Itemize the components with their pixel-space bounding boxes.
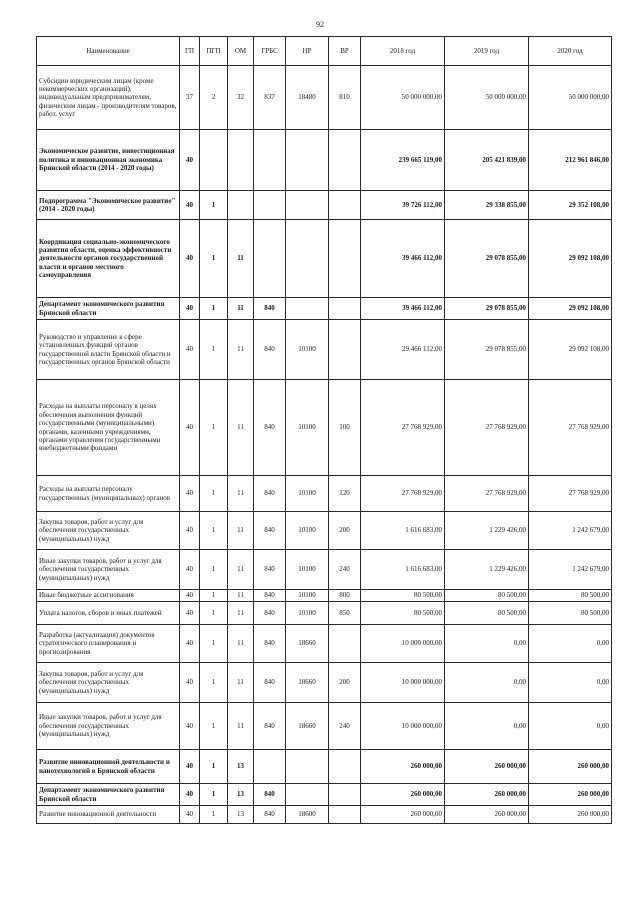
row-2019: 29 078 855,00 — [445, 320, 529, 380]
row-2019: 29 078 855,00 — [445, 220, 529, 298]
row-vr: 810 — [329, 66, 361, 130]
row-pgp: 1 — [200, 806, 228, 824]
row-2019: 80 500,00 — [445, 590, 529, 602]
row-nr — [286, 784, 329, 806]
row-vr — [329, 191, 361, 220]
table-row — [37, 750, 612, 784]
row-2018: 1 616 683,00 — [361, 550, 445, 590]
row-name: Иные закупки товаров, работ и услуг для обеспечения государственных (муниципальных) нужд — [37, 550, 180, 590]
row-pgp: 1 — [200, 602, 228, 625]
row-gp: 40 — [180, 512, 200, 550]
row-gp: 40 — [180, 476, 200, 512]
row-2020: 212 961 846,00 — [529, 130, 612, 191]
row-name: Расходы на выплаты персоналу в целях обеспечения выполнения функций государственными (муниципальными) органами, казенными учреждениями, органами управления государственными внебюджетными фондами — [37, 380, 180, 476]
table-row — [37, 550, 612, 590]
table-row — [37, 476, 612, 512]
table-row — [37, 512, 612, 550]
row-gp: 40 — [180, 703, 200, 750]
row-2019: 27 768 929,00 — [445, 476, 529, 512]
row-2018: 260 000,00 — [361, 784, 445, 806]
row-2018: 260 000,00 — [361, 806, 445, 824]
row-2020: 29 092 108,00 — [529, 298, 612, 320]
table-row — [37, 784, 612, 806]
row-grbs: 840 — [254, 298, 286, 320]
row-2019: 80 500,00 — [445, 602, 529, 625]
row-gp: 40 — [180, 806, 200, 824]
header-nr: НР — [286, 37, 329, 66]
row-2018: 27 768 929,00 — [361, 380, 445, 476]
row-pgp: 1 — [200, 590, 228, 602]
row-nr: 10100 — [286, 590, 329, 602]
row-2018: 80 500,00 — [361, 590, 445, 602]
row-pgp: 1 — [200, 550, 228, 590]
table-row — [37, 625, 612, 663]
row-2020: 260 000,00 — [529, 750, 612, 784]
row-pgp: 1 — [200, 476, 228, 512]
row-nr: 10100 — [286, 380, 329, 476]
row-nr — [286, 130, 329, 191]
row-gp: 40 — [180, 663, 200, 703]
row-om: 13 — [228, 750, 254, 784]
row-2019: 205 421 839,00 — [445, 130, 529, 191]
row-2018: 10 000 000,00 — [361, 663, 445, 703]
row-2019: 0,00 — [445, 625, 529, 663]
row-2020: 29 092 108,00 — [529, 320, 612, 380]
row-name: Иные закупки товаров, работ и услуг для обеспечения государственных (муниципальных) нужд — [37, 703, 180, 750]
row-gp: 40 — [180, 602, 200, 625]
table-row — [37, 590, 612, 602]
header-name: Наименование — [37, 37, 180, 66]
row-nr — [286, 298, 329, 320]
row-2020: 29 092 108,00 — [529, 220, 612, 298]
row-2018: 10 000 000,00 — [361, 703, 445, 750]
row-vr: 200 — [329, 512, 361, 550]
row-vr — [329, 806, 361, 824]
row-name: Уплата налогов, сборов и иных платежей — [37, 602, 180, 625]
row-name: Расходы на выплаты персоналу государственных (муниципальных) органов — [37, 476, 180, 512]
row-name: Развитие инновационной деятельности и нанотехнологий в Брянской области — [37, 750, 180, 784]
page-number: 92 — [316, 20, 324, 29]
row-nr — [286, 220, 329, 298]
row-om — [228, 130, 254, 191]
header-pgp: ПГП — [200, 37, 228, 66]
row-pgp: 1 — [200, 750, 228, 784]
row-nr: 10100 — [286, 320, 329, 380]
row-name: Департамент экономического развития Брянской области — [37, 784, 180, 806]
header-2020: 2020 год — [529, 37, 612, 66]
row-2018: 1 616 683,00 — [361, 512, 445, 550]
row-nr: 10100 — [286, 602, 329, 625]
row-grbs: 840 — [254, 512, 286, 550]
table-header — [37, 37, 612, 66]
row-om: 13 — [228, 806, 254, 824]
row-2020: 27 768 929,00 — [529, 380, 612, 476]
row-gp: 40 — [180, 750, 200, 784]
row-name: Подпрограмма "Экономическое развитие" (2014 - 2020 годы) — [37, 191, 180, 220]
row-2018: 39 726 112,00 — [361, 191, 445, 220]
row-grbs — [254, 130, 286, 191]
row-2020: 0,00 — [529, 703, 612, 750]
table-row — [37, 298, 612, 320]
row-2019: 260 000,00 — [445, 784, 529, 806]
row-vr: 100 — [329, 380, 361, 476]
row-vr: 240 — [329, 703, 361, 750]
row-grbs — [254, 220, 286, 298]
row-pgp: 1 — [200, 320, 228, 380]
row-grbs: 840 — [254, 476, 286, 512]
row-2018: 239 665 119,00 — [361, 130, 445, 191]
row-om: 11 — [228, 703, 254, 750]
row-nr — [286, 191, 329, 220]
row-grbs: 840 — [254, 590, 286, 602]
row-vr — [329, 220, 361, 298]
row-gp: 40 — [180, 380, 200, 476]
row-name: Департамент экономического развития Брянской области — [37, 298, 180, 320]
row-nr: 18600 — [286, 806, 329, 824]
row-om: 11 — [228, 602, 254, 625]
row-pgp: 1 — [200, 663, 228, 703]
row-grbs: 837 — [254, 66, 286, 130]
row-name: Закупка товаров, работ и услуг для обеспечения государственных (муниципальных) нужд — [37, 512, 180, 550]
row-name: Закупка товаров, работ и услуг для обеспечения государственных (муниципальных) нужд — [37, 663, 180, 703]
row-2020: 80 500,00 — [529, 590, 612, 602]
row-pgp — [200, 130, 228, 191]
row-2018: 50 000 000,00 — [361, 66, 445, 130]
row-name: Субсидии юридическим лицам (кроме некоммерческих организаций), индивидуальным предпринимателям, физическим лицам - производителям товаров, работ, услуг — [37, 66, 180, 130]
row-gp: 40 — [180, 191, 200, 220]
row-2019: 29 338 855,00 — [445, 191, 529, 220]
row-vr — [329, 130, 361, 191]
row-2018: 80 500,00 — [361, 602, 445, 625]
table-row — [37, 380, 612, 476]
row-gp: 40 — [180, 130, 200, 191]
header-row — [37, 37, 612, 66]
row-2019: 0,00 — [445, 703, 529, 750]
row-vr: 850 — [329, 602, 361, 625]
row-2020: 27 768 929,00 — [529, 476, 612, 512]
row-grbs: 840 — [254, 320, 286, 380]
table-row — [37, 66, 612, 130]
row-om: 32 — [228, 66, 254, 130]
row-gp: 40 — [180, 298, 200, 320]
row-vr: 200 — [329, 663, 361, 703]
row-pgp: 1 — [200, 625, 228, 663]
row-2019: 27 768 929,00 — [445, 380, 529, 476]
row-om: 11 — [228, 380, 254, 476]
row-pgp: 1 — [200, 703, 228, 750]
row-2020: 80 500,00 — [529, 602, 612, 625]
row-om: 11 — [228, 663, 254, 703]
row-grbs: 840 — [254, 806, 286, 824]
row-grbs — [254, 750, 286, 784]
row-name: Экономическое развитие, инвестиционная политика и инновационная экономика Брянской области (2014 - 2020 годы) — [37, 130, 180, 191]
row-pgp: 1 — [200, 298, 228, 320]
row-2020: 29 352 108,00 — [529, 191, 612, 220]
row-nr — [286, 750, 329, 784]
row-2020: 0,00 — [529, 663, 612, 703]
row-gp: 40 — [180, 625, 200, 663]
row-gp: 40 — [180, 320, 200, 380]
row-pgp: 1 — [200, 784, 228, 806]
header-grbs: ГРБС — [254, 37, 286, 66]
header-gp: ГП — [180, 37, 200, 66]
row-2018: 39 466 112,00 — [361, 298, 445, 320]
row-nr: 18660 — [286, 663, 329, 703]
row-grbs: 840 — [254, 663, 286, 703]
row-vr — [329, 625, 361, 663]
row-gp: 40 — [180, 550, 200, 590]
row-vr: 800 — [329, 590, 361, 602]
row-gp: 40 — [180, 220, 200, 298]
row-vr — [329, 320, 361, 380]
header-om: ОМ — [228, 37, 254, 66]
row-2020: 1 242 679,00 — [529, 550, 612, 590]
row-name: Разработка (актуализация) документов стратегического планирования и прогнозирования — [37, 625, 180, 663]
row-2019: 29 078 855,00 — [445, 298, 529, 320]
row-grbs: 840 — [254, 380, 286, 476]
table-row — [37, 220, 612, 298]
row-name: Координация социально-экономического развития области, оценка эффективности деятельности органов государственной власти и органов местного самоуправления — [37, 220, 180, 298]
row-nr: 10100 — [286, 476, 329, 512]
table-row — [37, 663, 612, 703]
row-om — [228, 191, 254, 220]
table-row — [37, 602, 612, 625]
row-pgp: 2 — [200, 66, 228, 130]
row-nr: 18660 — [286, 625, 329, 663]
row-vr: 240 — [329, 550, 361, 590]
row-2020: 1 242 679,00 — [529, 512, 612, 550]
row-2018: 39 466 112,00 — [361, 220, 445, 298]
row-2020: 50 000 000,00 — [529, 66, 612, 130]
row-nr: 10100 — [286, 512, 329, 550]
row-name: Иные бюджетные ассигнования — [37, 590, 180, 602]
row-om: 11 — [228, 625, 254, 663]
row-om: 13 — [228, 784, 254, 806]
row-2020: 260 000,00 — [529, 784, 612, 806]
row-name: Руководство и управление в сфере установленных функций органов государственной власти Брянской области и государственных органов Брянской области — [37, 320, 180, 380]
row-pgp: 1 — [200, 512, 228, 550]
row-vr — [329, 784, 361, 806]
row-2019: 1 229 426,00 — [445, 512, 529, 550]
row-pgp: 1 — [200, 220, 228, 298]
row-2018: 260 000,00 — [361, 750, 445, 784]
row-grbs: 840 — [254, 625, 286, 663]
header-2019: 2019 год — [445, 37, 529, 66]
row-grbs: 840 — [254, 550, 286, 590]
row-gp: 40 — [180, 590, 200, 602]
row-grbs: 840 — [254, 784, 286, 806]
row-2019: 260 000,00 — [445, 750, 529, 784]
row-2020: 260 000,00 — [529, 806, 612, 824]
row-pgp: 1 — [200, 380, 228, 476]
row-nr: 18660 — [286, 703, 329, 750]
row-2019: 1 229 426,00 — [445, 550, 529, 590]
row-2018: 10 000 000,00 — [361, 625, 445, 663]
row-om: 11 — [228, 320, 254, 380]
table-body — [37, 66, 612, 824]
header-2018: 2018 год — [361, 37, 445, 66]
row-2019: 260 000,00 — [445, 806, 529, 824]
row-2019: 0,00 — [445, 663, 529, 703]
row-vr: 120 — [329, 476, 361, 512]
row-om: 11 — [228, 512, 254, 550]
row-gp: 37 — [180, 66, 200, 130]
row-name: Развитие инновационной деятельности — [37, 806, 180, 824]
table-row — [37, 703, 612, 750]
row-om: 11 — [228, 298, 254, 320]
row-om: 11 — [228, 590, 254, 602]
row-grbs: 840 — [254, 602, 286, 625]
row-om: 11 — [228, 220, 254, 298]
row-2018: 29 466 112,00 — [361, 320, 445, 380]
header-vr: ВР — [329, 37, 361, 66]
row-vr — [329, 298, 361, 320]
table-row — [37, 806, 612, 824]
budget-table — [36, 36, 612, 824]
row-nr: 10100 — [286, 550, 329, 590]
row-nr: 18480 — [286, 66, 329, 130]
row-om: 11 — [228, 476, 254, 512]
row-grbs — [254, 191, 286, 220]
table-row — [37, 191, 612, 220]
table-row — [37, 320, 612, 380]
row-gp: 40 — [180, 784, 200, 806]
row-pgp: 1 — [200, 191, 228, 220]
row-2018: 27 768 929,00 — [361, 476, 445, 512]
row-om: 11 — [228, 550, 254, 590]
row-vr — [329, 750, 361, 784]
row-2019: 50 000 000,00 — [445, 66, 529, 130]
row-2020: 0,00 — [529, 625, 612, 663]
table-row — [37, 130, 612, 191]
row-grbs: 840 — [254, 703, 286, 750]
